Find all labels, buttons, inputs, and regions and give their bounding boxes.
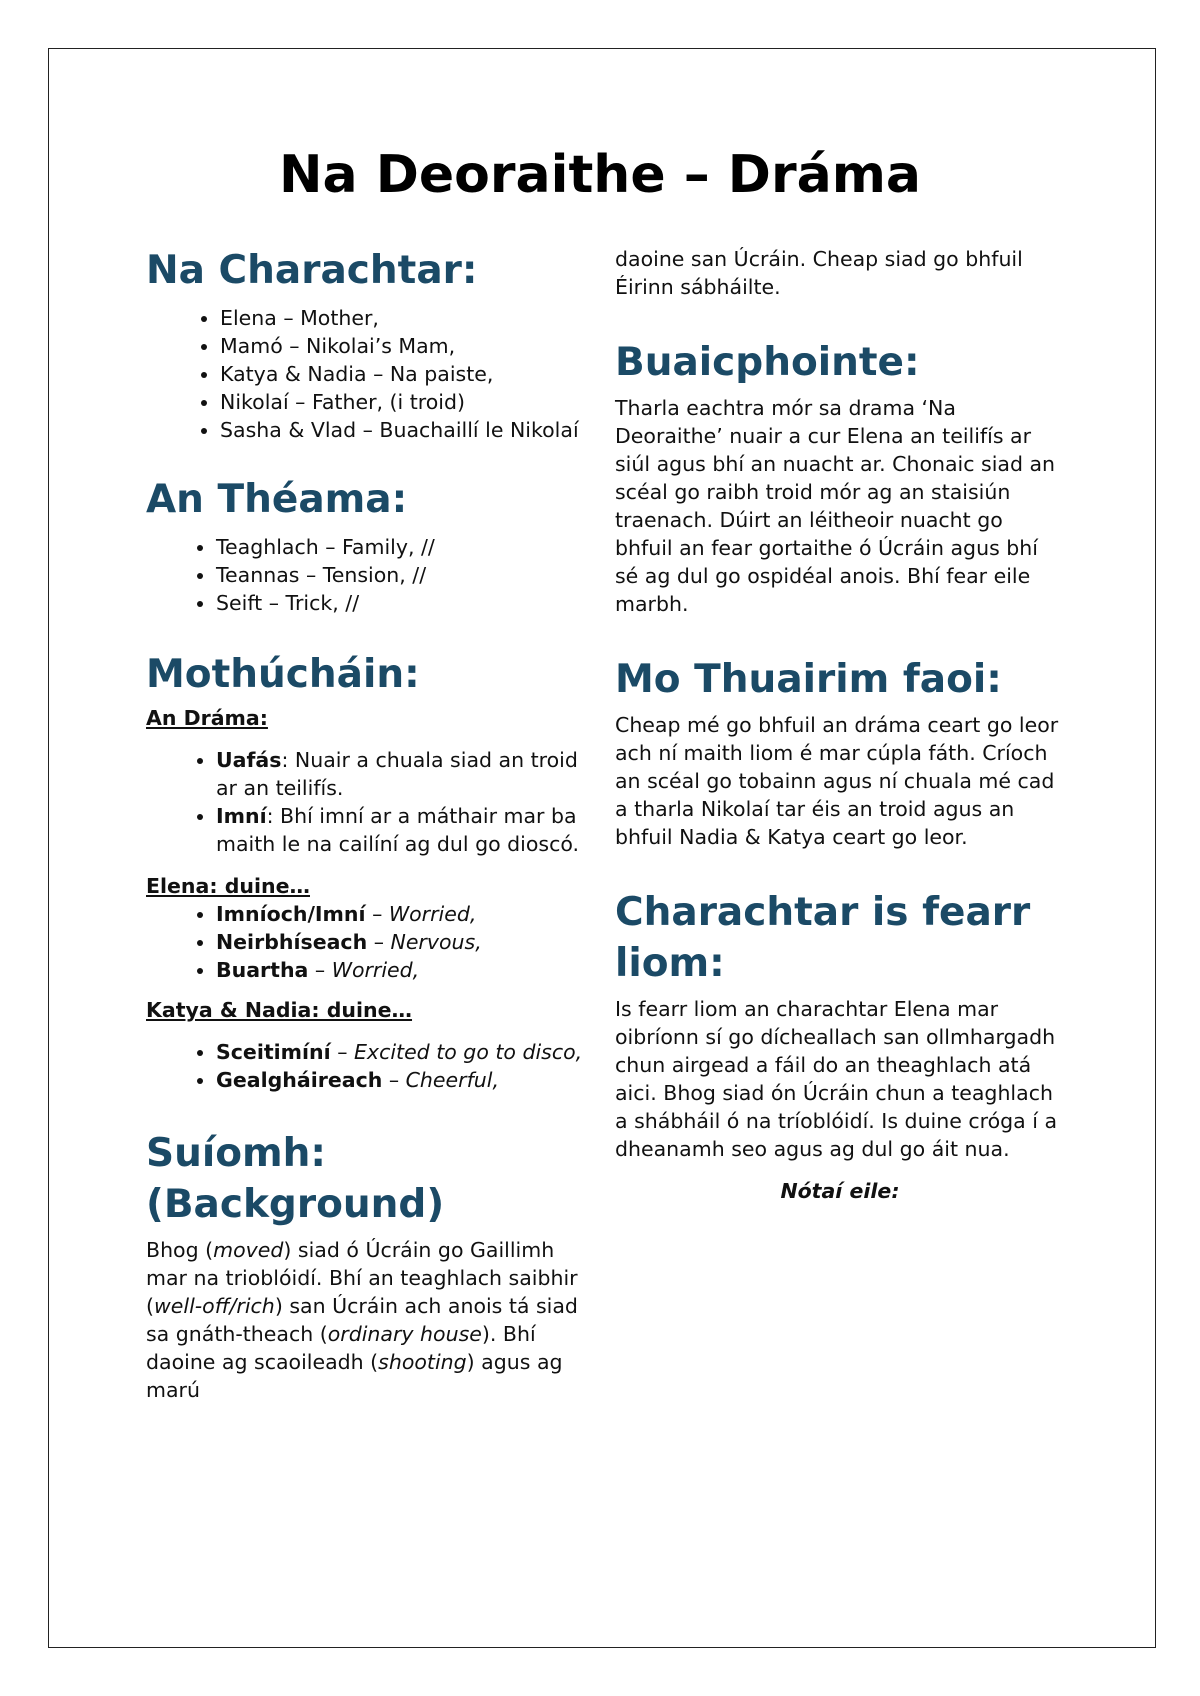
suiomh-continued: daoine san Úcráin. Cheap siad go bhfuil Éirinn sábháilte. [615,247,1023,299]
katya-label: Katya & Nadia: duine… [146,998,413,1022]
list-item: • Uafás: Nuair a chuala siad an troid ar an teilifís. [216,746,586,802]
list-item: • Teaghlach – Family, // [216,533,586,561]
list-item: • Katya & Nadia – Na paiste, [220,360,586,388]
heading-charachtar: Na Charachtar: [146,248,478,293]
fearr-text: Is fearr liom an charachtar Elena mar oibríonn sí go dícheallach san ollmhargadh chun airgead a fáil do an theaghlach atá aici. Bhog siad ón Úcráin chun a teaghlach a shábháil ó na tríoblóidí. Is duine cróga í a dheanamh seo agus ag dul go áit nua. [615,997,1058,1161]
list-item: • Imní: Bhí imní ar a máthair mar ba maith le na cailíní ag dul go dioscó. [216,802,586,858]
list-item: • Sasha & Vlad – Buachaillí le Nikolaí [220,416,586,444]
heading-buaicphointe: Buaicphointe: [615,340,920,385]
list-item: • Teannas – Tension, // [216,561,586,589]
elena-label: Elena: duine… [146,874,310,898]
theme-list [146,533,586,617]
list-item: • Nikolaí – Father, (i troid) [220,388,586,416]
list-item: • Elena – Mother, [220,304,586,332]
list-item: • Sceitimíní – Excited to go to disco, [216,1038,586,1066]
list-item: • Buartha – Worried, [216,956,586,984]
heading-mothuchain: Mothúcháin: [146,652,420,697]
list-item: • Mamó – Nikolai’s Mam, [220,332,586,360]
list-item: • Seift – Trick, // [216,589,586,617]
drama-emotion-list [146,746,586,858]
buaicphointe-text: Tharla eachtra mór sa drama ‘Na Deoraithe’ nuair a cur Elena an teilifís ar siúl agus bhí an nuacht ar. Chonaic siad an scéal go raibh troid mór ag an staisiún traenach. Dúirt an léitheoir nuacht go bhfuil an fear gortaithe ó Úcráin agus bhí sé ag dul go ospidéal anois. Bhí fear eile marbh. [615,396,1056,616]
heading-suiomh: Suíomh: (Background) [146,1131,445,1227]
character-list [146,304,586,444]
page-title: Na Deoraithe – Dráma [279,145,921,205]
katya-emotion-list [146,1038,586,1094]
suiomh-text: Bhog (moved) siad ó Úcráin go Gaillimh mar na trioblóidí. Bhí an teaghlach saibhir (well-off/rich) san Úcráin ach anois tá siad sa gnáth-theach (ordinary house). Bhí daoine ag scaoileadh (shooting) agus ag marú [146,1238,578,1402]
list-item: • Neirbhíseach – Nervous, [216,928,586,956]
left-column [146,245,586,1404]
notes-label: Nótaí eile: [780,1179,900,1203]
tuairim-text: Cheap mé go bhfuil an dráma ceart go leor ach ní maith liom é mar cúpla fáth. Críoch an scéal go tobainn agus ní chuala mé cad a tharla Nikolaí tar éis an troid agus an bhfuil Nadia & Katya ceart go leor. [615,713,1059,849]
heading-fearr: Charachtar is fearr liom: [615,890,1031,986]
drama-label: An Dráma: [146,706,268,730]
elena-emotion-list [146,900,586,984]
heading-tuairim: Mo Thuairim faoi: [615,657,1002,702]
right-column [615,245,1065,1205]
list-item: • Gealgháireach – Cheerful, [216,1066,586,1094]
list-item: • Imníoch/Imní – Worried, [216,900,586,928]
heading-theama: An Théama: [146,477,408,522]
